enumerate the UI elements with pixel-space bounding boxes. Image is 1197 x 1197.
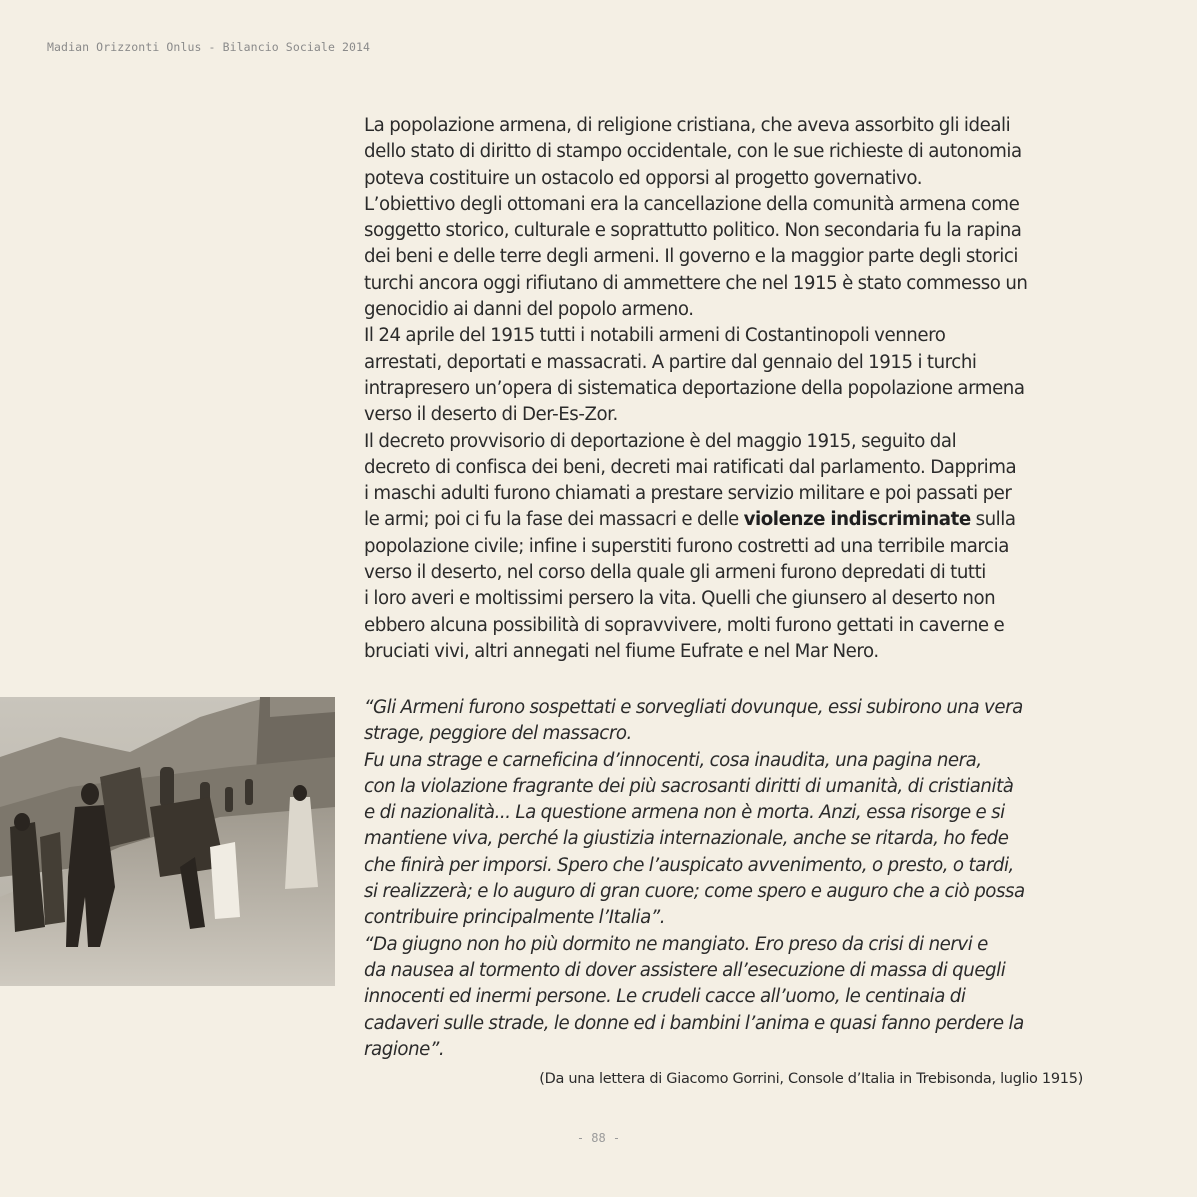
body-line: arrestati, deportati e massacrati. A partire dal gennaio del 1915 i turchi [364,351,977,373]
quote-line: da nausea al tormento di dover assistere all’esecuzione di massa di quegli [364,959,1006,981]
quote-line: contribuire principalmente l’Italia”. [364,907,666,929]
body-line: i loro averi e moltissimi persero la vita. Quelli che giunsero al deserto non [364,588,996,610]
body-line: Il 24 aprile del 1915 tutti i notabili armeni di Costantinopoli vennero [364,325,946,347]
body-text [364,113,1104,665]
body-line-emphasis [364,507,1104,533]
body-line: poteva costituire un ostacolo ed opporsi al progetto governativo. [364,167,923,189]
quote-line: strage, peggiore del massacro. [364,723,632,745]
body-line: La popolazione armena, di religione cristiana, che aveva assorbito gli ideali [364,115,1011,136]
quote-line: “Da giugno non ho più dormito ne mangiato. Ero preso da crisi di nervi e [364,933,988,955]
body-line: verso il deserto, nel corso della quale gli armeni furono depredati di tutti [364,562,986,584]
body-line: dei beni e delle terre degli armeni. Il governo e la maggior parte degli storici [364,246,1019,268]
bold-phrase: violenze indiscriminate [743,509,971,531]
body-line: popolazione civile; infine i superstiti furono costretti ad una terribile marcia [364,535,1009,557]
quote-line: innocenti ed inermi persone. Le crudeli cacce all’uomo, le centinaia di [364,986,966,1008]
quote-line: con la violazione fragrante dei più sacrosanti diritti di umanità, di cristianità [364,775,1014,797]
quote-line: si realizzerà; e lo auguro di gran cuore; come spero e auguro che a ciò possa [364,881,1025,903]
running-header: Madian Orizzonti Onlus - Bilancio Sociale 2014 [47,40,371,54]
quote-line: “Gli Armeni furono sospettati e sorvegliati dovunque, essi subirono una vera [364,697,1023,718]
body-line: L’obiettivo degli ottomani era la cancellazione della comunità armena come [364,193,1020,215]
quote-citation: (Da una lettera di Giacomo Gorrini, Console d’Italia in Trebisonda, luglio 1915) [539,1071,1083,1087]
emphasis-after: sulla [970,509,1016,531]
body-line: genocidio ai danni del popolo armeno. [364,299,694,321]
body-line: verso il deserto di Der-Es-Zor. [364,404,618,426]
body-line: dello stato di diritto di stampo occidentale, con le sue richieste di autonomia [364,141,1022,163]
body-line: soggetto storico, culturale e soprattutto politico. Non secondaria fu la rapina [364,220,1022,242]
body-line: Il decreto provvisorio di deportazione è del maggio 1915, seguito dal [364,430,957,452]
body-line: i maschi adulti furono chiamati a prestare servizio militare e poi passati per [364,483,1012,505]
quote-text [364,695,1104,1063]
body-line: intrapresero un’opera di sistematica deportazione della popolazione armena [364,377,1025,399]
body-line: decreto di confisca dei beni, decreti mai ratificati dal parlamento. Dapprima [364,456,1017,478]
body-line: turchi ancora oggi rifiutano di ammettere che nel 1915 è stato commesso un [364,272,1028,294]
quote-line: mantiene viva, perché la giustizia internazionale, anche se ritarda, ho fede [364,828,1009,850]
page-number: - 88 - [576,1131,621,1145]
quote-line: e di nazionalità... La questione armena non è morta. Anzi, essa risorge e si [364,802,1005,824]
body-line: ebbero alcuna possibilità di sopravvivere, molti furono gettati in caverne e [364,614,1005,636]
historical-photo [0,697,335,986]
quote-line: cadaveri sulle strade, le donne ed i bambini l’anima e quasi fanno perdere la [364,1012,1024,1034]
emphasis-before: le armi; poi ci fu la fase dei massacri e delle [364,509,744,531]
quote-line: Fu una strage e carneficina d’innocenti, cosa inaudita, una pagina nera, [364,749,982,771]
quote-line: che finirà per imporsi. Spero che l’auspicato avvenimento, o presto, o tardi, [364,854,1014,876]
body-line: bruciati vivi, altri annegati nel fiume Eufrate e nel Mar Nero. [364,640,879,662]
quote-line: ragione”. [364,1038,445,1060]
